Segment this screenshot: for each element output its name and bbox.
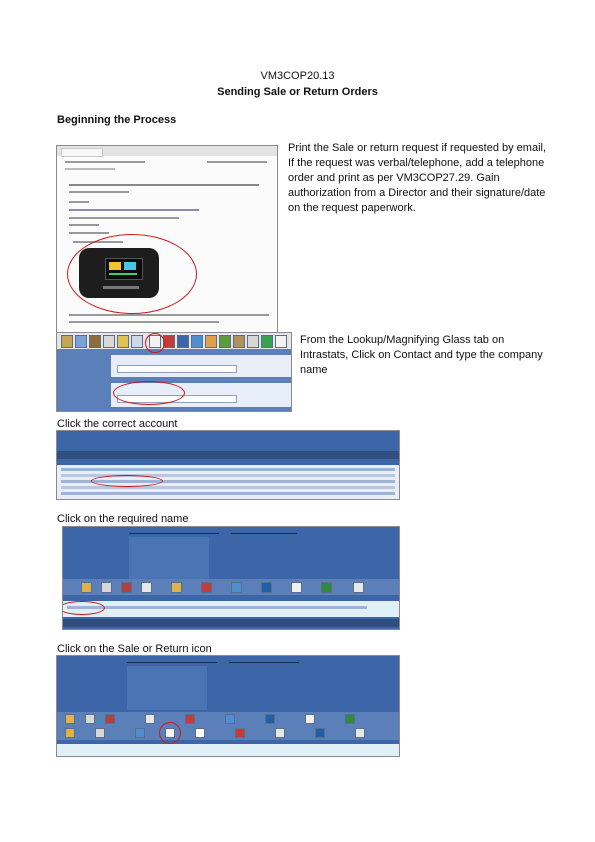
toolbar-icon [81,582,92,593]
header-line [231,533,297,534]
toolbar-icon [65,728,75,738]
toolbar-icon [101,582,112,593]
toolbar-icon [61,335,73,348]
toolbar-icon [141,582,152,593]
toolbar-icon [247,335,259,348]
results-header [57,451,399,459]
contact-screenshot [62,526,400,630]
toolbar-icon [75,335,87,348]
header-line [129,533,219,534]
email-body-line [69,232,109,234]
annotation-circle [145,333,165,353]
toolbar-icon [135,728,145,738]
toolbar-icon [201,582,212,593]
toolbar-icon [205,335,217,348]
lookup-screenshot [56,332,292,412]
toolbar-icon [261,582,272,593]
toolbar-icon [171,582,182,593]
step-4-caption: Click on the required name [57,513,189,525]
toolbar-icon [85,714,95,724]
toolbar-icon [353,582,364,593]
document-title: Sending Sale or Return Orders [217,86,378,98]
toolbar-icon [89,335,101,348]
step-5-caption: Click on the Sale or Return icon [57,643,212,655]
toolbar-icon [315,728,325,738]
toolbar-icon [117,335,129,348]
toolbar-icon [219,335,231,348]
toolbar-icon [185,714,195,724]
table-row [61,492,395,495]
bottom-panel [57,744,399,756]
annotation-circle [159,722,181,744]
toolbar-icon [231,582,242,593]
toolbar-icon [105,714,115,724]
toolbar-icon [177,335,189,348]
document-code: VM3COP20.13 [260,70,335,82]
table-row [61,468,395,471]
toolbar-icon [345,714,355,724]
step-2-text: From the Lookup/Magnifying Glass tab on Intrastats, Click on Contact and type the company name [300,334,543,376]
close-icon [275,335,287,348]
people-list [63,601,399,617]
email-body-line [69,201,89,203]
toolbar-icon [235,728,245,738]
toolbar-icon [261,335,273,348]
search-input [117,365,237,373]
list-item [67,606,367,609]
toolbar-icon [145,714,155,724]
toolbar-icon [291,582,302,593]
email-body-line [69,217,179,219]
email-body-line [69,184,259,186]
email-tab [61,148,103,157]
toolbar-icon [355,728,365,738]
section-heading: Beginning the Process [57,114,177,126]
email-body-line [69,224,99,226]
email-body-line [69,314,269,316]
toolbar-icon [225,714,235,724]
email-screenshot [56,145,278,333]
toolbar-icon [191,335,203,348]
toolbar-icon [321,582,332,593]
status-row [63,619,399,627]
toolbar-icon [95,728,105,738]
sale-or-return-screenshot [56,655,400,757]
toolbar-icon [195,728,205,738]
accounts-screenshot [56,430,400,500]
toolbar-icon [275,728,285,738]
email-body-line [69,321,219,323]
step-3-caption: Click the correct account [57,418,178,430]
annotation-circle [113,381,185,405]
header-line [229,662,299,663]
email-header-line [207,161,267,163]
toolbar-icon [103,335,115,348]
annotation-circle [67,234,197,314]
email-header-line [65,168,115,170]
toolbar-icon [121,582,132,593]
toolbar-icon [233,335,245,348]
toolbar-icon [65,714,75,724]
annotation-circle [91,475,163,487]
step-1-text: Print the Sale or return request if requested by email, If the request was verbal/telephone, add a telephone order and print as per VM3COP27.29. Gain authorization from a Director and their signature/date on the request paperwork. [288,142,547,214]
toolbar-icon [265,714,275,724]
toolbar-icon [305,714,315,724]
toolbar-icon [131,335,143,348]
contact-details [127,666,207,710]
header-line [127,662,217,663]
email-body-line [69,191,129,193]
email-header-line [65,161,145,163]
email-body-line [69,209,199,211]
